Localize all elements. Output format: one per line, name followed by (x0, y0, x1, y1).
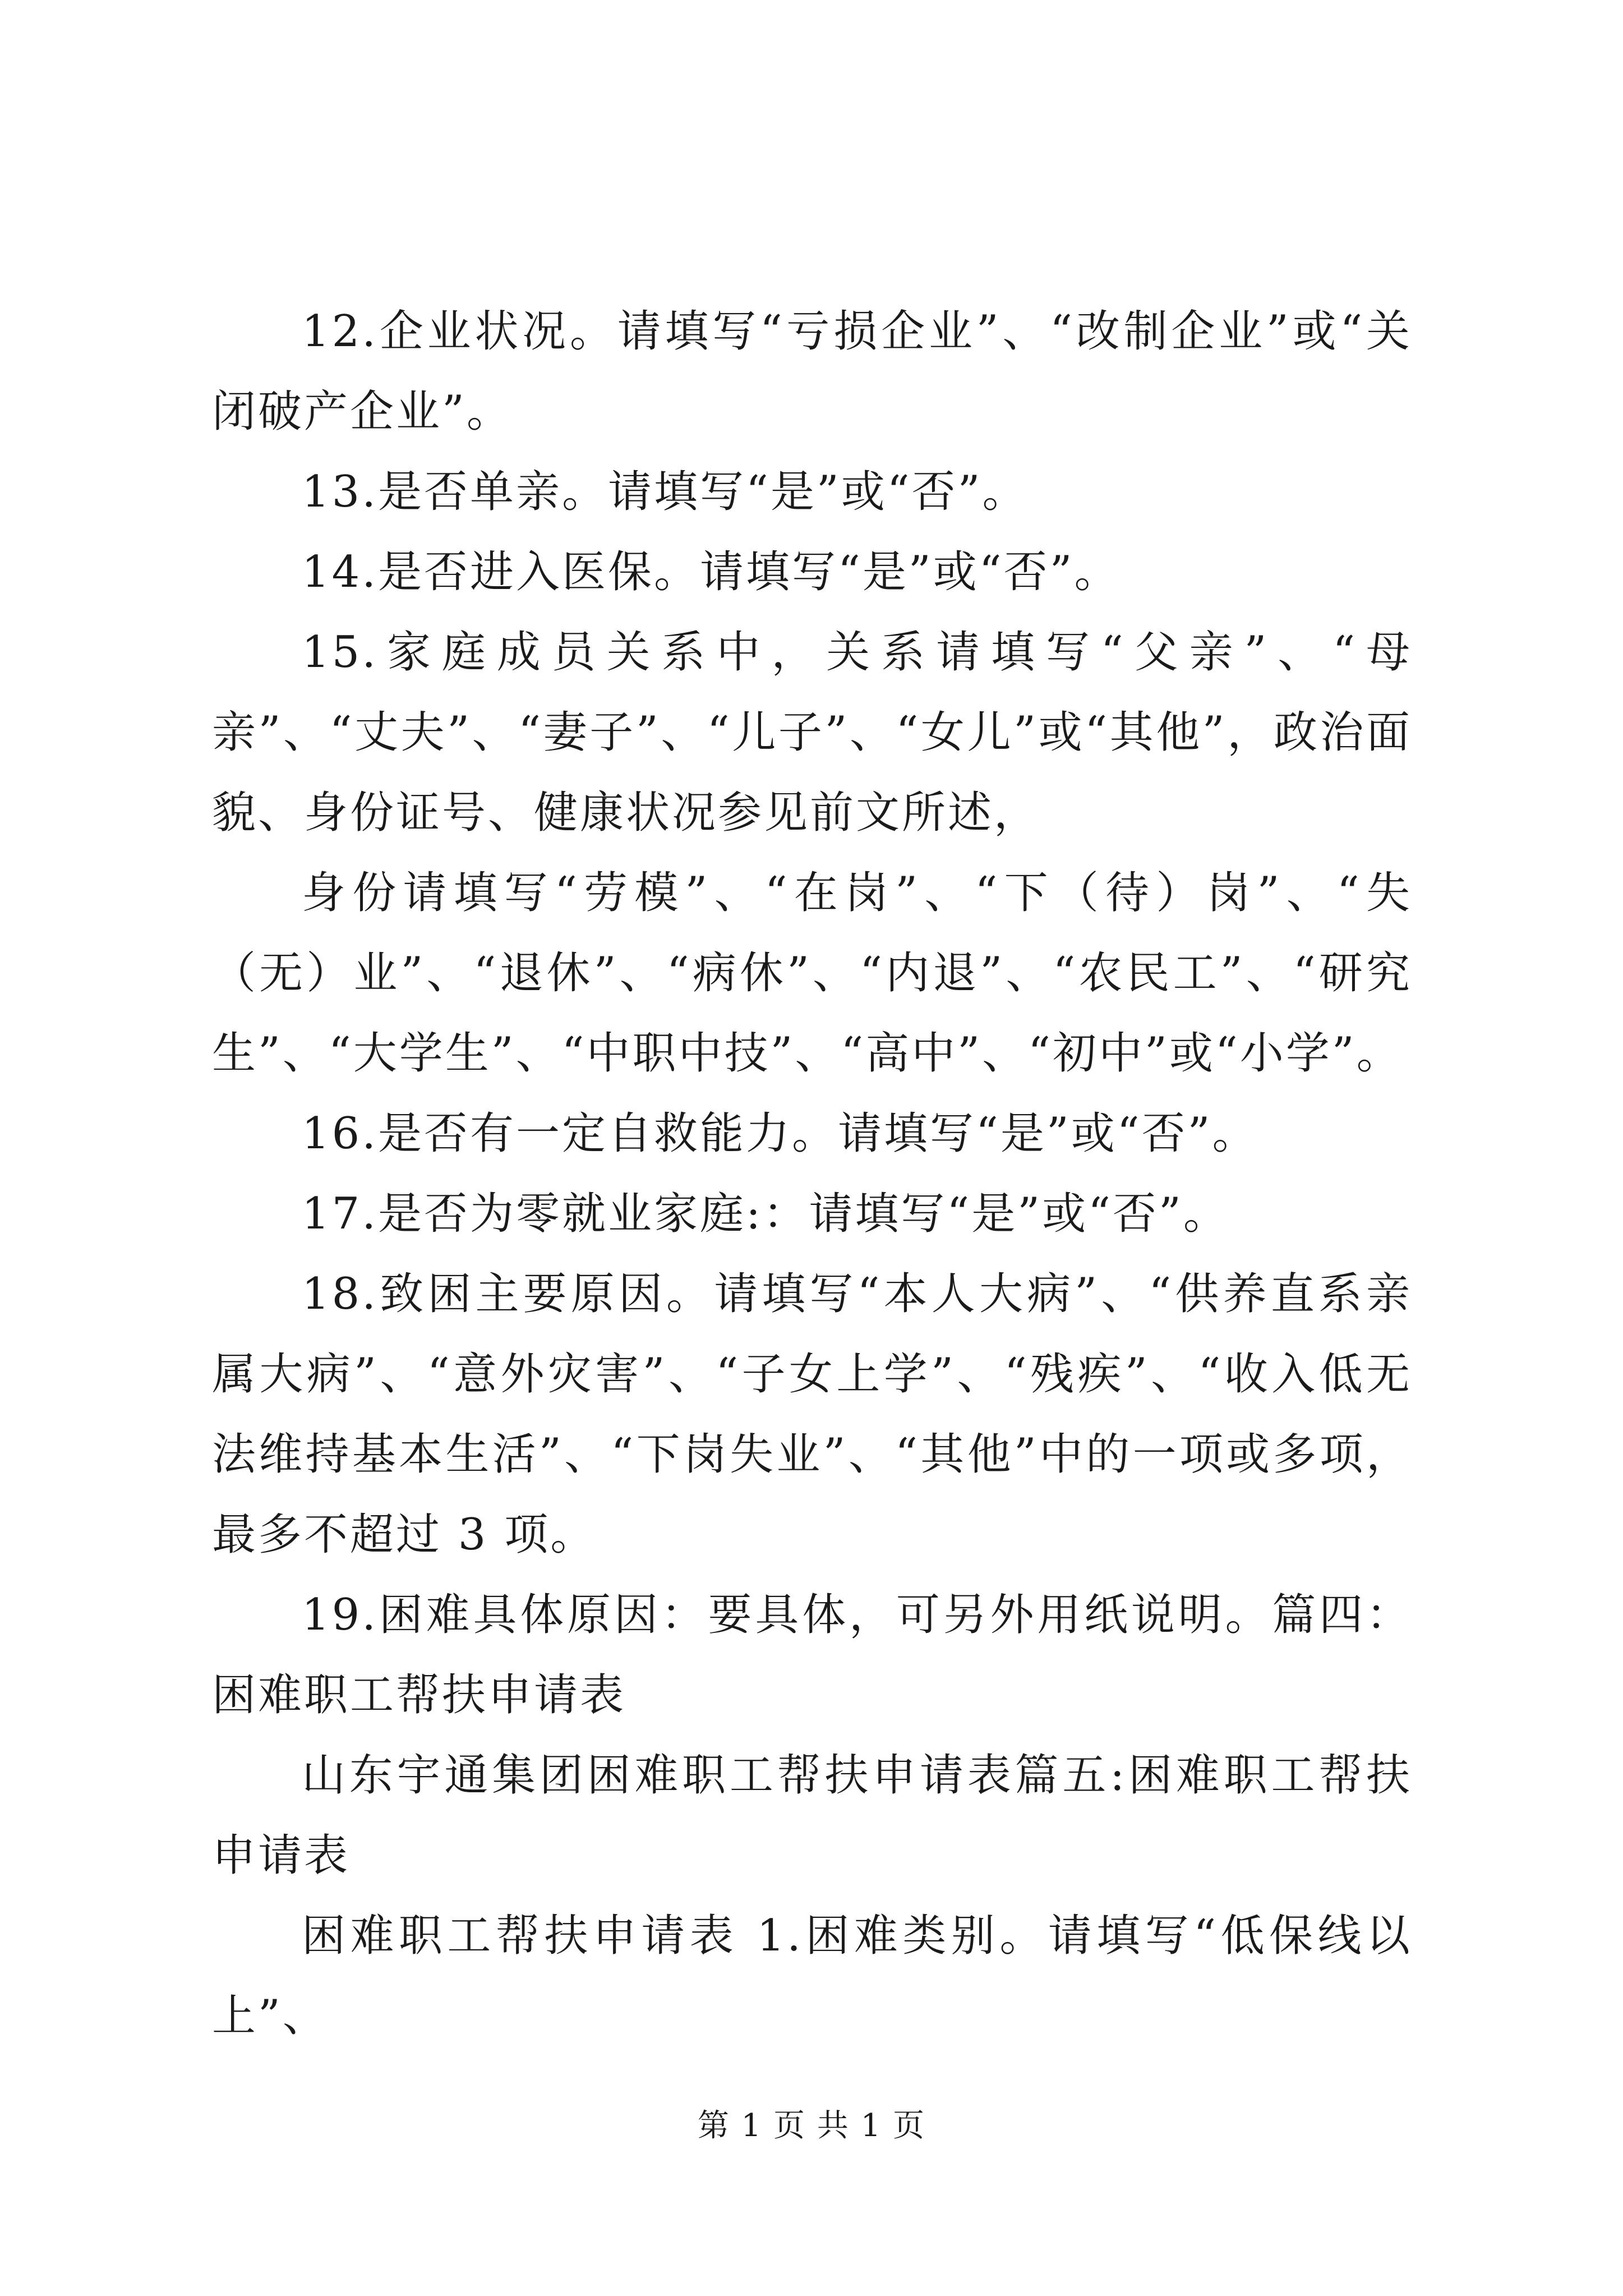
paragraph-item-18: 18.致困主要原因。请填写“本人大病”、“供养直系亲属大病”、“意外灾害”、“子女上学”、“残疾”、“收入低无法维持基本生活”、“下岗失业”、“其他”中的一项或多项，最多不超过 3 项。 (212, 1269, 1412, 1560)
paragraph-identity: 身份请填写“劳模”、“在岗”、“下（待）岗”、“失（无）业”、“退休”、“病休”、“内退”、“农民工”、“研究生”、“大学生”、“中职中技”、“高中”、“初中”或“小学”。 (212, 868, 1412, 1079)
paragraph-form-intro: 困难职工帮扶申请表 1.困难类别。请填写“低保线以上”、 (212, 1911, 1412, 2041)
paragraph-item-19: 19.困难具体原因：要具体，可另外用纸说明。篇四：困难职工帮扶申请表 (212, 1590, 1412, 1720)
document-body (212, 292, 1412, 2056)
paragraph-item-14: 14.是否进入医保。请填写“是”或“否”。 (302, 547, 1121, 597)
paragraph-item-12: 12.企业状况。请填写“亏损企业”、“改制企业”或“关闭破产企业”。 (212, 306, 1412, 437)
paragraph-item-13: 13.是否单亲。请填写“是”或“否”。 (302, 467, 1029, 517)
paragraph-item-15: 15.家庭成员关系中，关系请填写“父亲”、“母亲”、“丈夫”、“妻子”、“儿子”、“女儿”或“其他”，政治面貌、身份证号、健康状况参见前文所述， (212, 627, 1412, 838)
page-footer: 第 1 页 共 1 页 (697, 2108, 926, 2144)
paragraph-item-17: 17.是否为零就业家庭:：请填写“是”或“否”。 (302, 1189, 1229, 1239)
paragraph-item-16: 16.是否有一定自救能力。请填写“是”或“否”。 (302, 1108, 1258, 1159)
paragraph-section-title: 山东宇通集团困难职工帮扶申请表篇五:困难职工帮扶申请表 (212, 1750, 1412, 1881)
